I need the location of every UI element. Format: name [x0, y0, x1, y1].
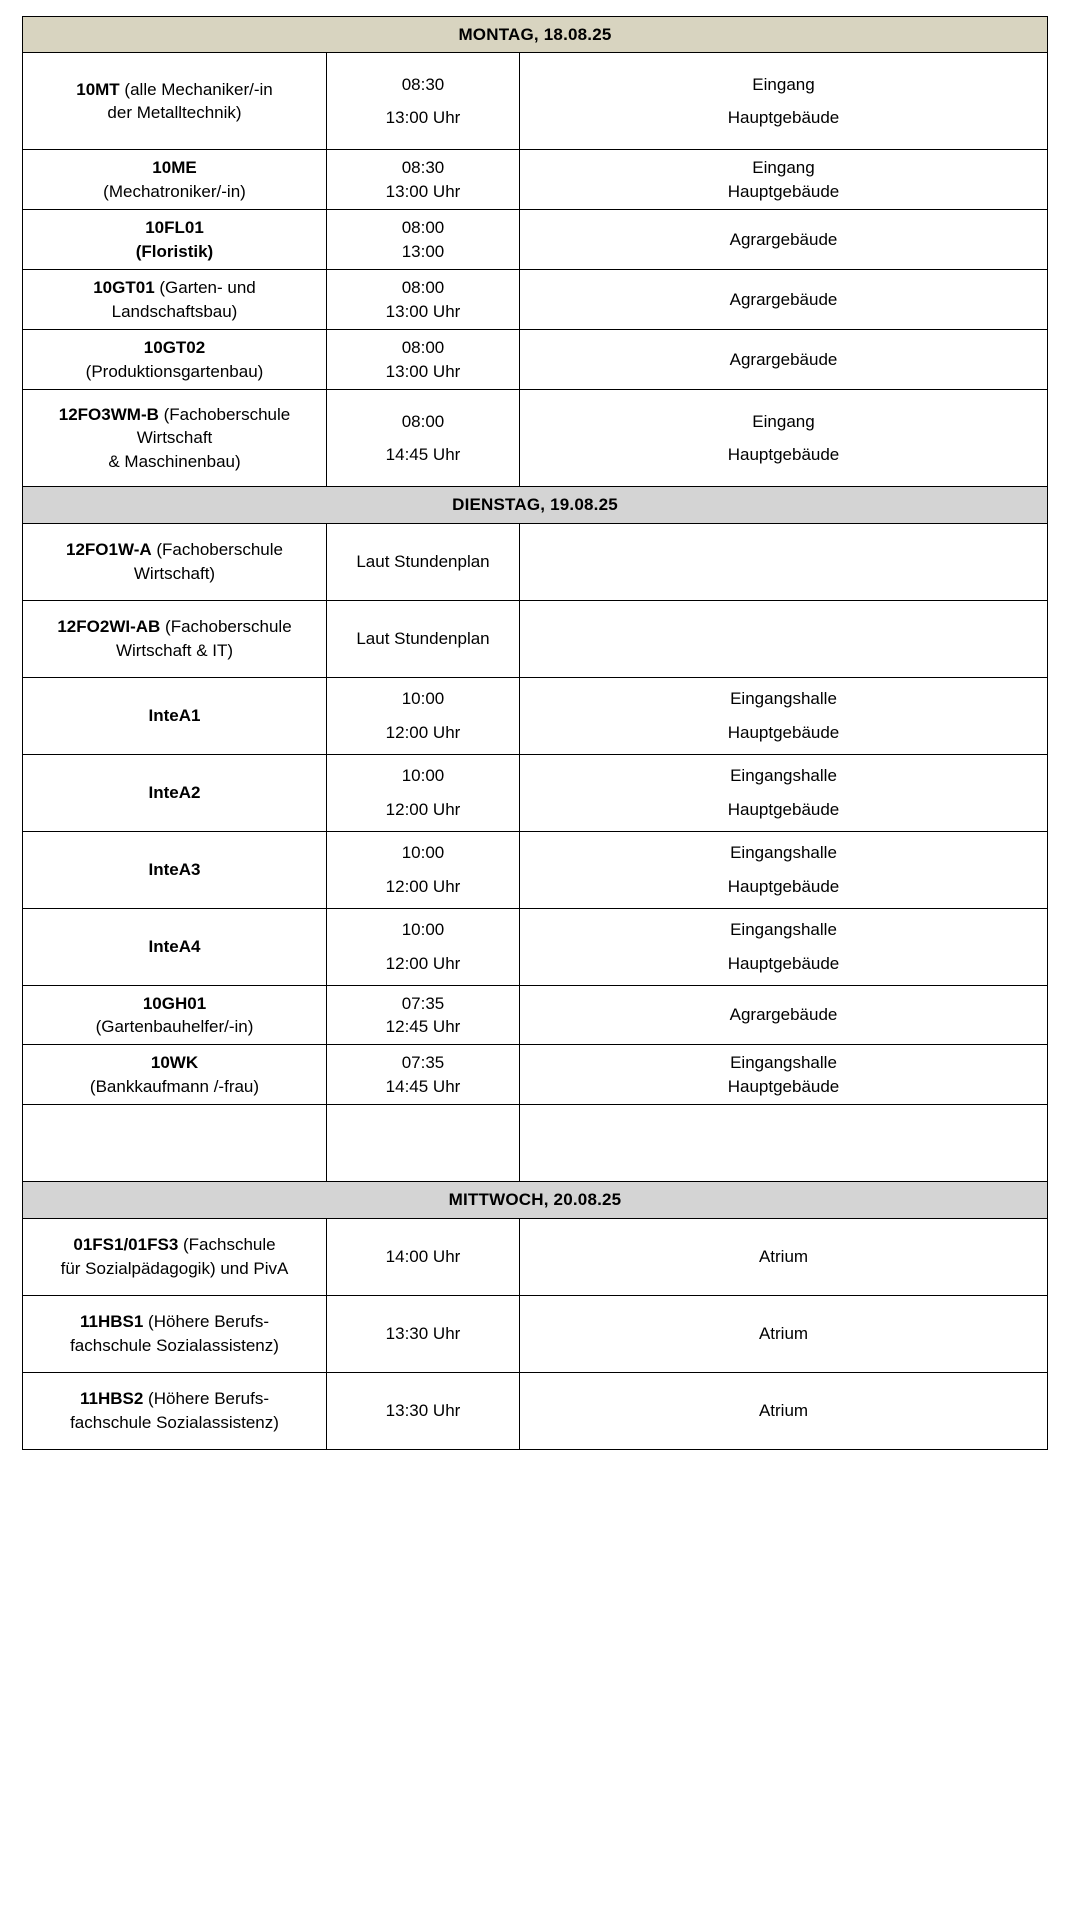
- location-cell: [520, 1105, 1048, 1182]
- table-row: [23, 754, 1048, 831]
- spacer-row: [23, 1105, 1048, 1182]
- class-description-line2: (Mechatroniker/-in): [103, 181, 246, 201]
- table-row: [23, 1045, 1048, 1105]
- time-end: 12:00 Uhr: [385, 799, 461, 819]
- class-code: 10MT: [76, 80, 120, 99]
- location-gap: [528, 942, 1039, 952]
- time-gap: [335, 96, 511, 106]
- location-cell: [520, 831, 1048, 908]
- class-description-line2: Wirtschaft & IT): [115, 640, 234, 660]
- day-header-row: [23, 1182, 1048, 1218]
- day-header-row: [23, 17, 1048, 53]
- class-cell: [23, 523, 327, 600]
- class-code: 10GH01: [142, 993, 207, 1013]
- time-cell: [327, 831, 520, 908]
- class-description: (Fachoberschule: [151, 540, 283, 560]
- location-cell: [520, 985, 1048, 1045]
- class-cell: [23, 1218, 327, 1295]
- time-start: 10:00: [401, 920, 445, 940]
- time-start: 08:00: [401, 218, 445, 238]
- table-row: [23, 677, 1048, 754]
- location-line1: Agrargebäude: [729, 289, 838, 309]
- location-gap: [528, 711, 1039, 721]
- table-row: [23, 150, 1048, 210]
- time-start: 10:00: [401, 766, 445, 786]
- location-cell: [520, 270, 1048, 330]
- time-gap: [335, 942, 511, 952]
- location-line1: Eingangshalle: [730, 843, 837, 863]
- location-cell: [520, 53, 1048, 150]
- location-cell: [520, 677, 1048, 754]
- location-line2: Hauptgebäude: [727, 953, 840, 973]
- time-cell: [327, 677, 520, 754]
- class-description-line2: Landschaftsbau): [111, 301, 238, 321]
- class-description-line2: (Floristik): [135, 241, 214, 261]
- time-end: 12:45 Uhr: [385, 1016, 461, 1036]
- time-cell: [327, 1105, 520, 1182]
- class-code: 10ME: [152, 158, 197, 178]
- location-line2: Hauptgebäude: [727, 445, 840, 465]
- class-code: InteA4: [148, 936, 201, 956]
- class-cell: [23, 53, 327, 150]
- location-line2: Hauptgebäude: [727, 799, 840, 819]
- table-row: [23, 1295, 1048, 1372]
- class-cell: [23, 1295, 327, 1372]
- table-row: [23, 600, 1048, 677]
- day-header-label: MONTAG, 18.08.25: [23, 17, 1048, 53]
- time-end: 12:00 Uhr: [385, 876, 461, 896]
- location-line2: Hauptgebäude: [727, 181, 840, 201]
- time-start: 08:30: [401, 75, 445, 94]
- class-description-line2: fachschule Sozialassistenz): [70, 1335, 279, 1355]
- time-cell: [327, 1045, 520, 1105]
- time-cell: [327, 330, 520, 390]
- class-cell: [23, 210, 327, 270]
- location-line1: Atrium: [758, 1247, 809, 1267]
- location-line1: Eingang: [752, 411, 815, 431]
- time-cell: [327, 985, 520, 1045]
- location-cell: [520, 754, 1048, 831]
- table-row: [23, 210, 1048, 270]
- location-cell: [520, 1218, 1048, 1295]
- time-end: 14:45 Uhr: [385, 1076, 461, 1096]
- table-row: [23, 330, 1048, 390]
- time-start: 08:30: [401, 158, 445, 178]
- time-cell: [327, 390, 520, 487]
- time-start: 13:30 Uhr: [385, 1324, 461, 1344]
- class-description: (Fachoberschule: [158, 404, 291, 424]
- class-description: (Fachschule: [178, 1235, 276, 1255]
- time-start: 08:00: [401, 278, 445, 298]
- location-gap: [528, 788, 1039, 798]
- time-end: 12:00 Uhr: [385, 953, 461, 973]
- class-code: 10GT02: [143, 338, 206, 358]
- location-cell: [520, 1372, 1048, 1449]
- class-description-line2: (Gartenbauhelfer/-in): [95, 1016, 254, 1036]
- day-header-row: [23, 487, 1048, 523]
- class-description: (alle Mechaniker/-in: [119, 80, 273, 99]
- table-row: [23, 1372, 1048, 1449]
- time-cell: [327, 600, 520, 677]
- table-row: [23, 53, 1048, 150]
- table-row: [23, 523, 1048, 600]
- table-row: [23, 985, 1048, 1045]
- location-cell: [520, 390, 1048, 487]
- class-description: (Garten- und: [154, 278, 256, 298]
- location-cell: [520, 523, 1048, 600]
- schedule-table: [22, 16, 1048, 1450]
- time-start: 10:00: [401, 843, 445, 863]
- class-cell: [23, 1372, 327, 1449]
- time-cell: [327, 1372, 520, 1449]
- time-end: 13:00 Uhr: [385, 301, 461, 321]
- class-description-line2: für Sozialpädagogik) und PivA: [60, 1258, 289, 1278]
- time-start: 08:00: [401, 411, 445, 431]
- class-code: 12FO2WI-AB: [57, 617, 161, 637]
- table-row: [23, 1218, 1048, 1295]
- location-line2: Hauptgebäude: [727, 722, 840, 742]
- location-gap: [528, 96, 1039, 106]
- class-cell: [23, 270, 327, 330]
- table-row: [23, 270, 1048, 330]
- location-line1: Agrargebäude: [729, 349, 838, 369]
- time-end: 13:00: [401, 241, 445, 261]
- time-end: 13:00 Uhr: [385, 181, 461, 201]
- time-end: 14:45 Uhr: [385, 445, 461, 465]
- time-start: 13:30 Uhr: [385, 1401, 461, 1421]
- class-cell: [23, 908, 327, 985]
- time-cell: [327, 53, 520, 150]
- time-cell: [327, 1295, 520, 1372]
- location-line2: Hauptgebäude: [727, 876, 840, 896]
- time-cell: [327, 754, 520, 831]
- class-code: 10FL01: [145, 218, 204, 238]
- class-code: 12FO1W-A: [66, 540, 152, 560]
- time-cell: [327, 523, 520, 600]
- time-start: 07:35: [401, 1053, 445, 1073]
- class-cell: [23, 150, 327, 210]
- class-description-line2: der Metalltechnik): [107, 103, 242, 123]
- class-description-line2: Wirtschaft): [133, 563, 216, 583]
- class-code: 12FO3WM-B: [58, 404, 159, 424]
- location-cell: [520, 600, 1048, 677]
- time-gap: [335, 865, 511, 875]
- table-row: [23, 831, 1048, 908]
- time-gap: [335, 711, 511, 721]
- class-cell: [23, 1045, 327, 1105]
- location-cell: [520, 150, 1048, 210]
- class-code: InteA3: [148, 859, 201, 879]
- time-start: Laut Stundenplan: [356, 551, 490, 571]
- class-code: 11HBS2: [80, 1389, 144, 1409]
- class-cell: [23, 600, 327, 677]
- class-cell: [23, 390, 327, 487]
- class-cell: [23, 330, 327, 390]
- class-code: 11HBS1: [80, 1312, 144, 1332]
- time-start: 07:35: [401, 993, 445, 1013]
- time-end: 13:00 Uhr: [385, 108, 461, 128]
- location-cell: [520, 210, 1048, 270]
- location-gap: [528, 865, 1039, 875]
- class-cell: [23, 985, 327, 1045]
- time-cell: [327, 270, 520, 330]
- time-cell: [327, 150, 520, 210]
- location-line2: Hauptgebäude: [727, 1076, 840, 1096]
- class-code: 01FS1/01FS3: [73, 1235, 179, 1255]
- day-header-label: MITTWOCH, 20.08.25: [23, 1182, 1048, 1218]
- time-start: 14:00 Uhr: [385, 1247, 461, 1267]
- location-line1: Atrium: [758, 1401, 809, 1421]
- class-cell: [23, 1105, 327, 1182]
- class-description-line2: Wirtschaft: [136, 428, 213, 448]
- location-line1: Eingangshalle: [730, 766, 837, 786]
- class-description-line2: (Produktionsgartenbau): [85, 361, 264, 381]
- class-description-line3: & Maschinenbau): [108, 451, 241, 471]
- class-code: 10GT01: [93, 278, 155, 298]
- day-header-label: DIENSTAG, 19.08.25: [23, 487, 1048, 523]
- class-description-line2: fachschule Sozialassistenz): [70, 1412, 279, 1432]
- location-cell: [520, 1295, 1048, 1372]
- time-gap: [335, 433, 511, 443]
- location-gap: [528, 433, 1039, 443]
- location-line1: Eingang: [752, 75, 815, 94]
- class-code: 10WK: [150, 1053, 199, 1073]
- location-line2: Hauptgebäude: [727, 108, 840, 128]
- location-line1: Agrargebäude: [729, 230, 838, 250]
- class-cell: [23, 677, 327, 754]
- class-description: (Fachoberschule: [160, 617, 292, 637]
- table-row: [23, 390, 1048, 487]
- class-code: InteA1: [148, 705, 201, 725]
- time-cell: [327, 210, 520, 270]
- class-cell: [23, 831, 327, 908]
- time-end: 12:00 Uhr: [385, 722, 461, 742]
- location-line1: Eingangshalle: [730, 689, 837, 709]
- location-line1: Atrium: [758, 1324, 809, 1344]
- table-row: [23, 908, 1048, 985]
- location-cell: [520, 1045, 1048, 1105]
- time-start: 08:00: [401, 338, 445, 358]
- class-code: InteA2: [148, 782, 201, 802]
- class-description-line2: (Bankkaufmann /-frau): [89, 1076, 260, 1096]
- location-line1: Eingangshalle: [730, 920, 837, 940]
- class-description: (Höhere Berufs-: [143, 1312, 269, 1332]
- time-end: 13:00 Uhr: [385, 361, 461, 381]
- location-line1: Eingang: [752, 158, 815, 178]
- location-cell: [520, 908, 1048, 985]
- time-gap: [335, 788, 511, 798]
- class-cell: [23, 754, 327, 831]
- time-cell: [327, 1218, 520, 1295]
- time-cell: [327, 908, 520, 985]
- time-start: Laut Stundenplan: [356, 628, 490, 648]
- location-line1: Agrargebäude: [729, 1005, 838, 1025]
- time-start: 10:00: [401, 689, 445, 709]
- location-line1: Eingangshalle: [730, 1053, 837, 1073]
- location-cell: [520, 330, 1048, 390]
- class-description: (Höhere Berufs-: [143, 1389, 269, 1409]
